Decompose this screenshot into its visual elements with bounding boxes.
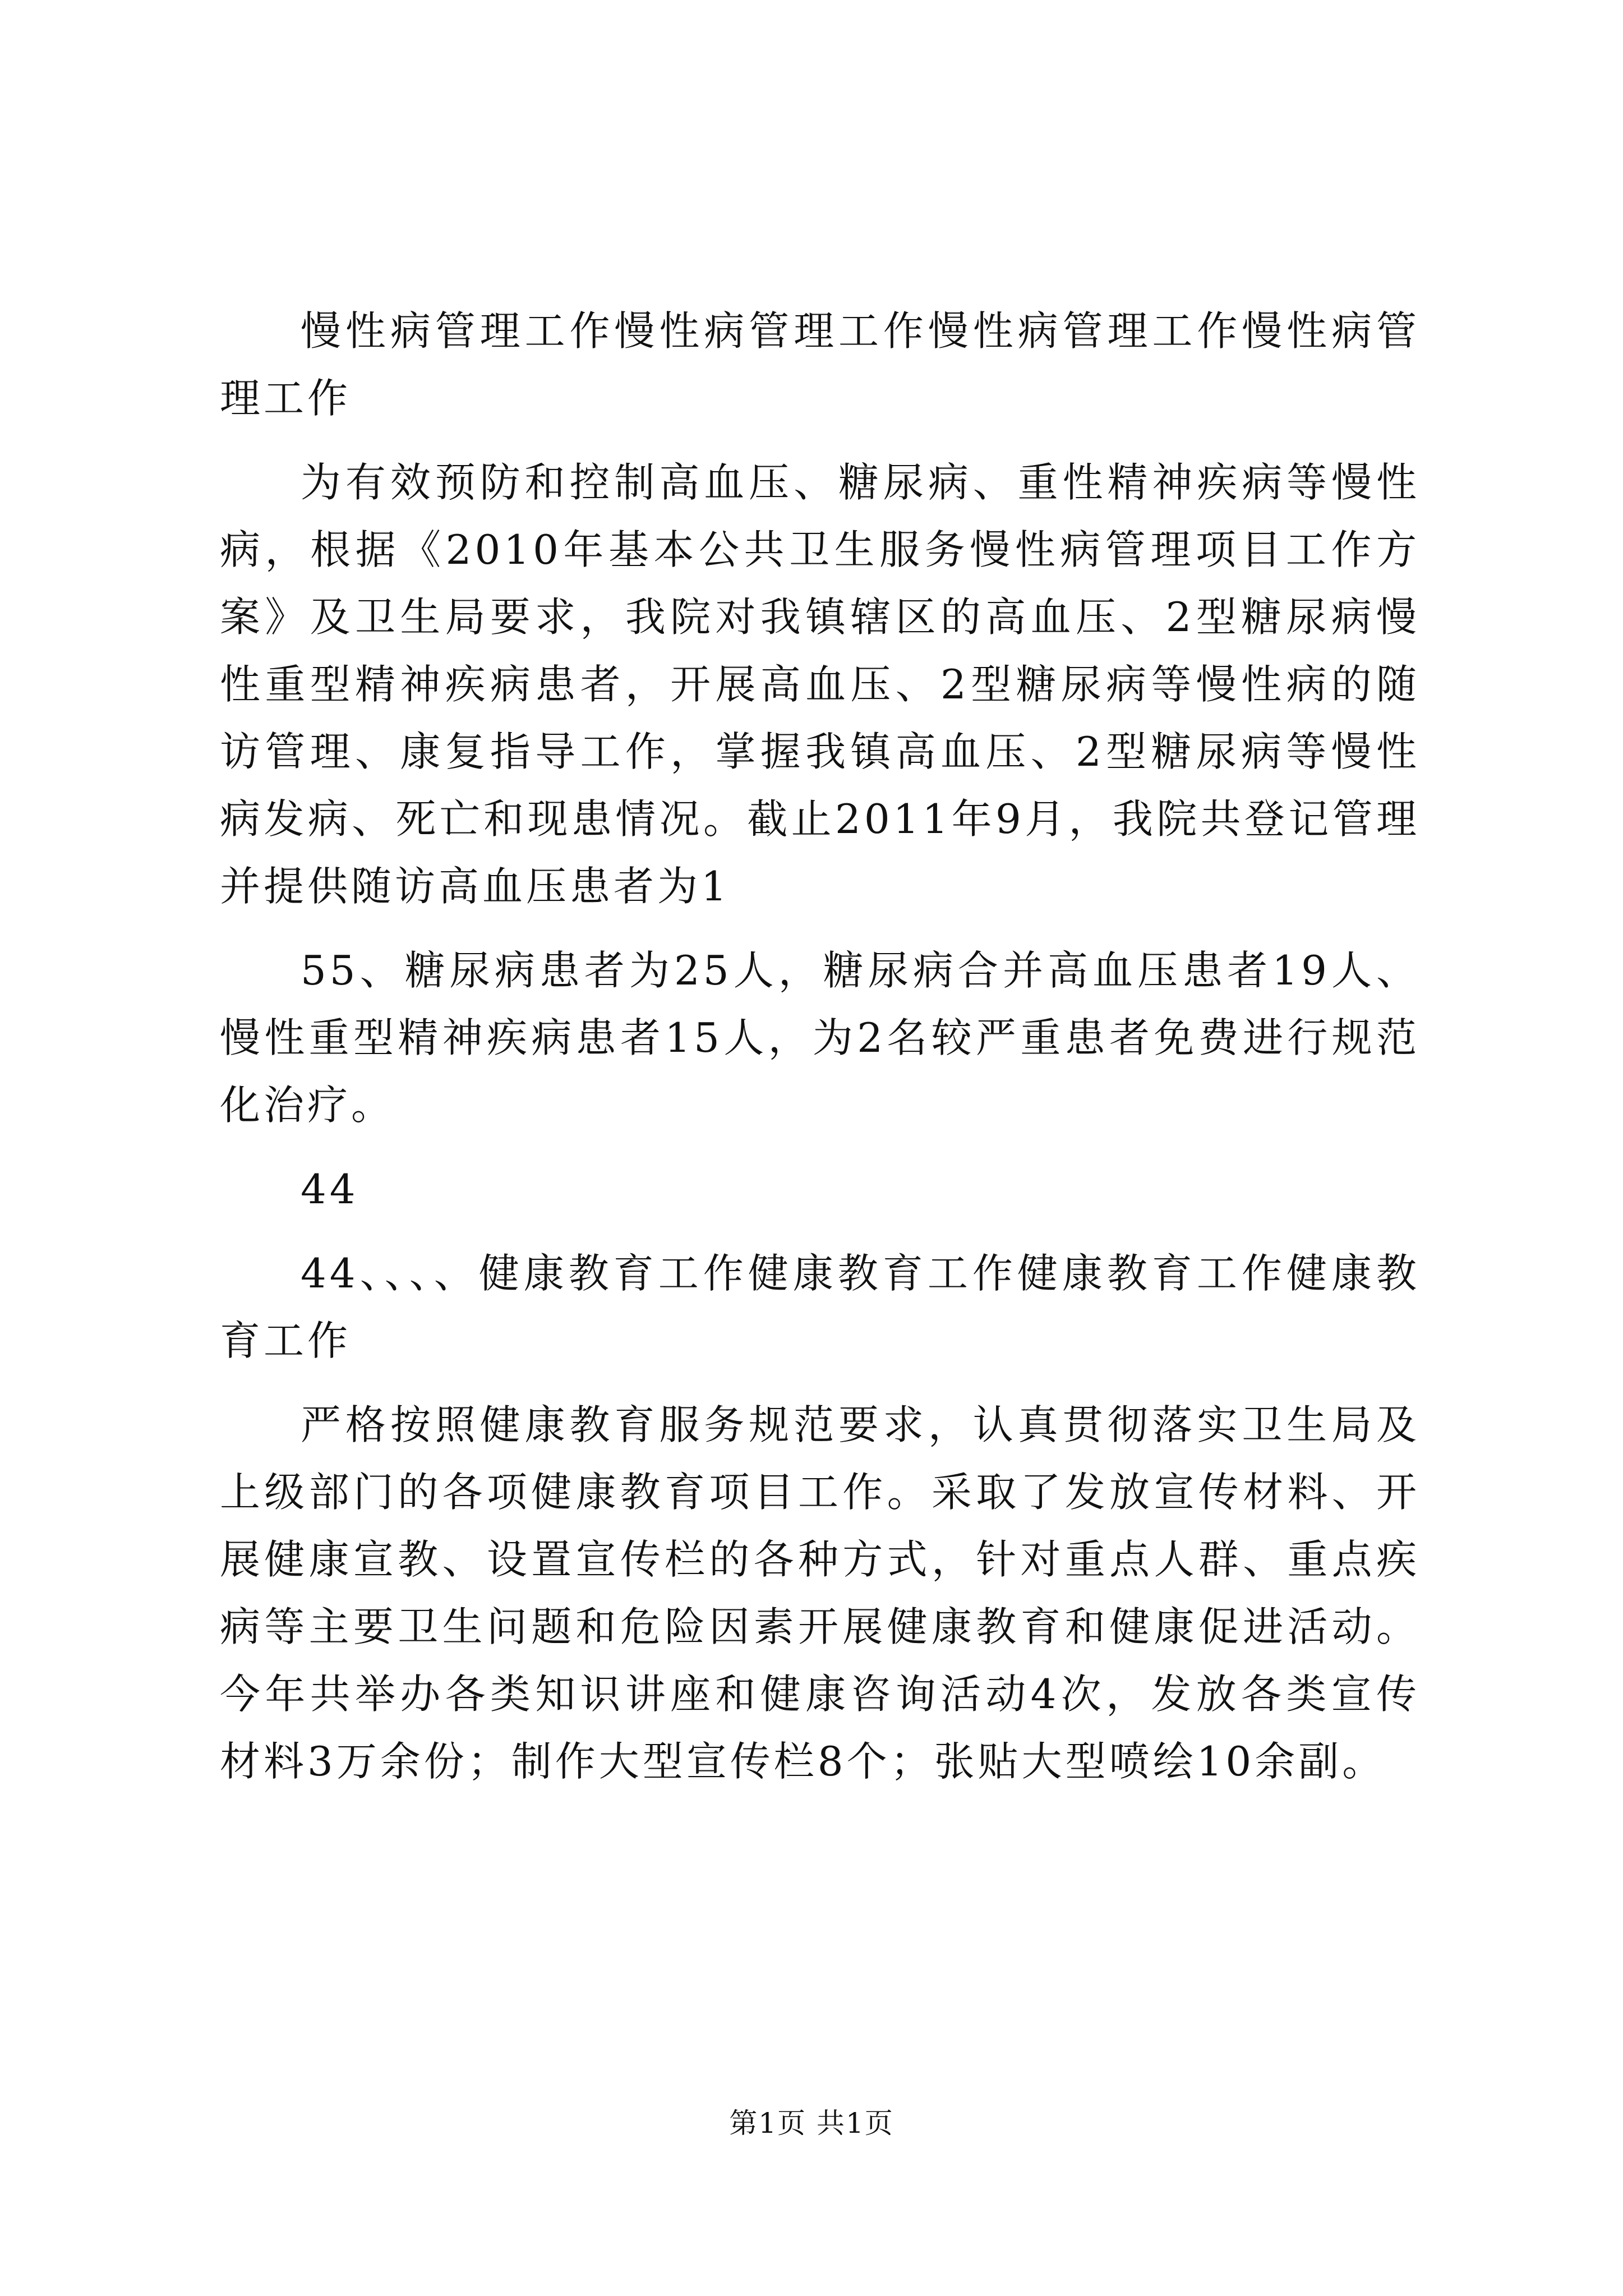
document-body — [220, 297, 1420, 1795]
paragraph-patient-counts: 55、糖尿病患者为25人，糖尿病合并高血压患者19人、慢性重型精神疾病患者15人，为2名较严重患者免费进行规范化治疗。 — [220, 947, 1420, 1129]
heading-health-education: 44、、、、健康教育工作健康教育工作健康教育工作健康教育工作 — [220, 1250, 1420, 1364]
heading-chronic-disease-management: 慢性病管理工作慢性病管理工作慢性病管理工作慢性病管理工作 — [220, 307, 1420, 422]
paragraph-chronic-disease-intro: 为有效预防和控制高血压、糖尿病、重性精神疾病等慢性病，根据《2010年基本公共卫生服务慢性病管理项目工作方案》及卫生局要求，我院对我镇辖区的高血压、2型糖尿病慢性重型精神疾病患者，开展高血压、2型糖尿病等慢性病的随访管理、康复指导工作，掌握我镇高血压、2型糖尿病等慢性病发病、死亡和现患情况。截止2011年9月，我院共登记管理并提供随访高血压患者为1 — [220, 459, 1420, 910]
page-footer: 第1页 共1页 — [729, 2107, 894, 2139]
paragraph-health-education-details: 严格按照健康教育服务规范要求，认真贯彻落实卫生局及上级部门的各项健康教育项目工作。采取了发放宣传材料、开展健康宣教、设置宣传栏的各种方式，针对重点人群、重点疾病等主要卫生问题和危险因素开展健康教育和健康促进活动。今年共举办各类知识讲座和健康咨询活动4次，发放各类宣传材料3万余份；制作大型宣传栏8个；张贴大型喷绘10余副。 — [220, 1401, 1420, 1785]
paragraph-number-44: 44 — [301, 1166, 359, 1213]
